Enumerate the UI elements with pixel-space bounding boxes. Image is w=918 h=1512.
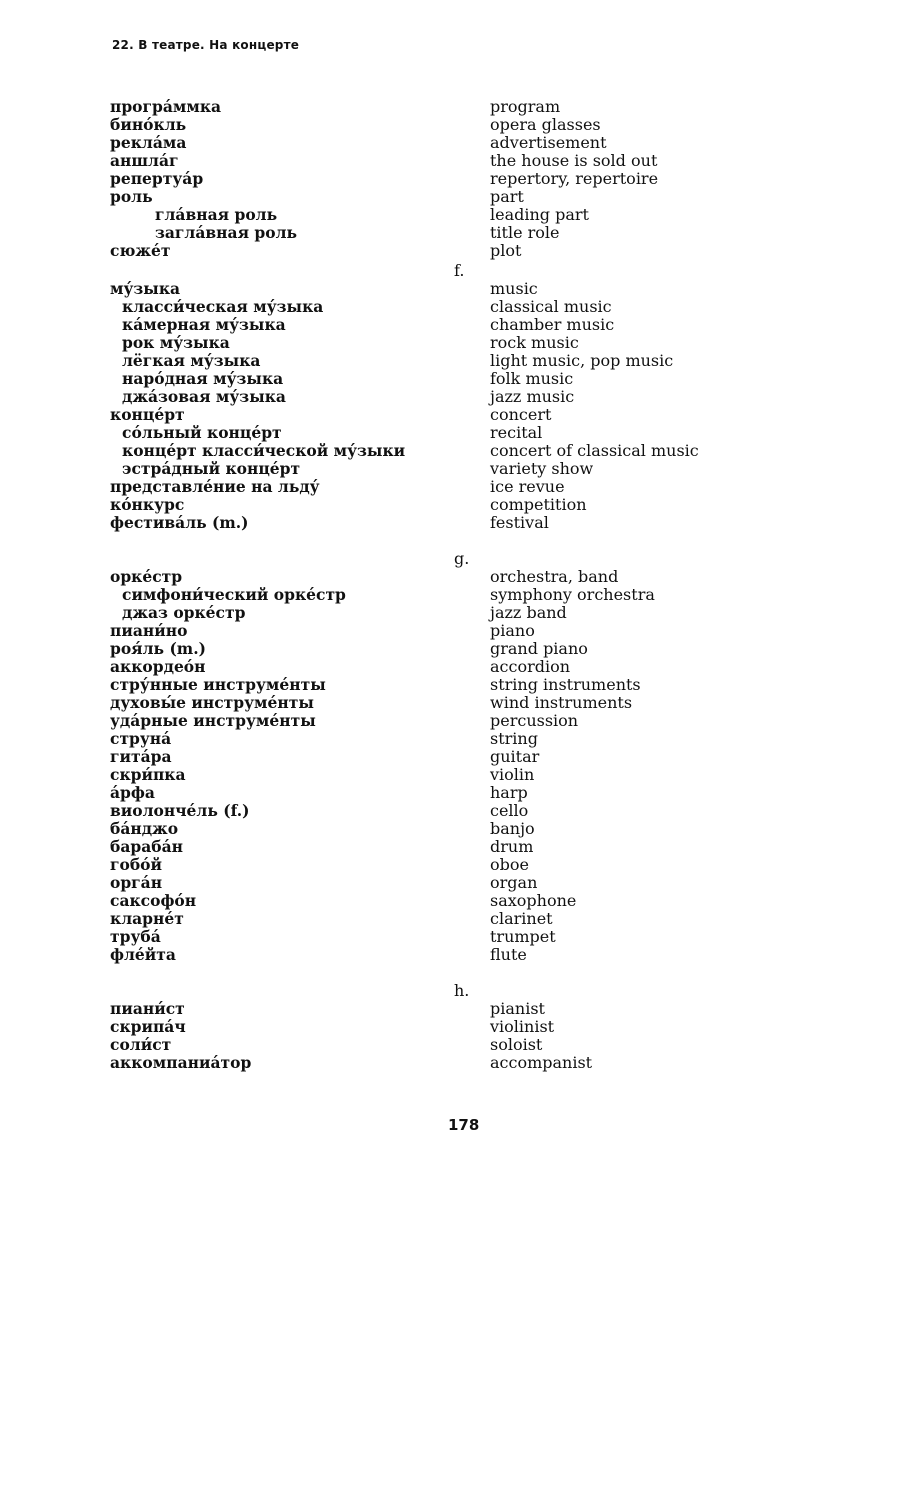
vocab-entry	[0, 748, 918, 766]
vocab-entry	[0, 568, 918, 586]
russian-term: конце́рт класси́ческой му́зыки	[122, 441, 406, 460]
vocab-entry	[0, 838, 918, 856]
russian-term: джаз орке́стр	[122, 603, 246, 622]
vocab-entry	[0, 224, 918, 242]
english-translation: advertisement	[490, 133, 607, 152]
russian-term: наро́дная му́зыка	[122, 369, 284, 388]
english-translation: title role	[490, 223, 560, 242]
vocab-entry	[0, 694, 918, 712]
vocab-entry	[0, 134, 918, 152]
english-translation: saxophone	[490, 891, 577, 910]
vocab-entry	[0, 1054, 918, 1072]
vocab-entry	[0, 586, 918, 604]
english-translation: string instruments	[490, 675, 641, 694]
vocab-entry	[0, 640, 918, 658]
russian-term: му́зыка	[110, 279, 181, 298]
english-translation: accordion	[490, 657, 571, 676]
english-translation: violinist	[490, 1017, 555, 1036]
english-translation: concert	[490, 405, 552, 424]
vocab-entry	[0, 622, 918, 640]
russian-term: а́рфа	[110, 783, 155, 802]
vocab-entry	[0, 170, 918, 188]
vocab-entry	[0, 206, 918, 224]
vocab-section	[0, 98, 918, 260]
english-translation: jazz band	[490, 603, 567, 622]
vocab-entry	[0, 604, 918, 622]
vocab-entry	[0, 442, 918, 460]
english-translation: harp	[490, 783, 528, 802]
english-translation: banjo	[490, 819, 535, 838]
english-translation: grand piano	[490, 639, 588, 658]
english-translation: rock music	[490, 333, 579, 352]
vocab-section	[0, 261, 918, 532]
english-translation: opera glasses	[490, 115, 601, 134]
vocab-entry	[0, 496, 918, 514]
russian-term: гла́вная роль	[155, 205, 278, 224]
english-translation: jazz music	[490, 387, 575, 406]
english-translation: soloist	[490, 1035, 543, 1054]
english-translation: part	[490, 187, 524, 206]
vocab-entry	[0, 334, 918, 352]
russian-term: роль	[110, 187, 153, 206]
vocab-entry	[0, 676, 918, 694]
english-translation: oboe	[490, 855, 529, 874]
russian-term: рок му́зыка	[122, 333, 230, 352]
english-translation: variety show	[490, 459, 594, 478]
russian-term: со́льный конце́рт	[122, 423, 282, 442]
english-translation: music	[490, 279, 538, 298]
vocab-entry	[0, 1036, 918, 1054]
english-translation: violin	[490, 765, 535, 784]
english-translation: percussion	[490, 711, 579, 730]
vocab-entry	[0, 478, 918, 496]
russian-term: програ́ммка	[110, 97, 222, 116]
russian-term: эстра́дный конце́рт	[122, 459, 301, 478]
russian-term: загла́вная роль	[155, 223, 298, 242]
english-translation: ice revue	[490, 477, 565, 496]
vocab-entry	[0, 406, 918, 424]
vocab-entry	[0, 784, 918, 802]
vocab-entry	[0, 388, 918, 406]
vocab-entry	[0, 298, 918, 316]
vocab-entry	[0, 766, 918, 784]
russian-term: представле́ние на льду́	[110, 477, 320, 496]
russian-term: лёгкая му́зыка	[122, 351, 261, 370]
vocab-entry	[0, 820, 918, 838]
russian-term: рекла́ма	[110, 133, 187, 152]
vocab-entry	[0, 98, 918, 116]
vocab-entry	[0, 152, 918, 170]
english-translation: light music, pop music	[490, 351, 674, 370]
russian-term: ба́нджо	[110, 819, 179, 838]
russian-term: пиани́но	[110, 621, 188, 640]
russian-term: труба́	[110, 927, 161, 946]
russian-term: уда́рные инструме́нты	[110, 711, 316, 730]
russian-term: репертуа́р	[110, 169, 204, 188]
english-translation: program	[490, 97, 561, 116]
russian-term: орга́н	[110, 873, 163, 892]
russian-term: фле́йта	[110, 945, 176, 964]
english-translation: leading part	[490, 205, 589, 224]
russian-term: аншла́г	[110, 151, 179, 170]
russian-term: джа́зовая му́зыка	[122, 387, 286, 406]
russian-term: соли́ст	[110, 1035, 172, 1054]
vocab-entry	[0, 316, 918, 334]
section-letter: f.	[454, 261, 465, 280]
vocab-entry	[0, 946, 918, 964]
english-translation: repertory, repertoire	[490, 169, 659, 188]
page-number: 178	[448, 1116, 480, 1134]
english-translation: drum	[490, 837, 534, 856]
vocab-entry	[0, 892, 918, 910]
english-translation: competition	[490, 495, 587, 514]
russian-term: бино́кль	[110, 115, 187, 134]
vocab-section	[0, 549, 918, 964]
russian-term: виолонче́ль (f.)	[110, 801, 250, 820]
section-letter: g.	[454, 549, 470, 568]
english-translation: accompanist	[490, 1053, 593, 1072]
russian-term: ка́мерная му́зыка	[122, 315, 286, 334]
vocab-entry	[0, 352, 918, 370]
vocab-entry	[0, 1000, 918, 1018]
english-translation: concert of classical music	[490, 441, 699, 460]
vocab-entry	[0, 928, 918, 946]
page-header: 22. В театре. На концерте	[112, 38, 300, 52]
vocab-entry	[0, 1018, 918, 1036]
vocab-entry	[0, 242, 918, 260]
english-translation: string	[490, 729, 538, 748]
russian-term: симфони́ческий орке́стр	[122, 585, 346, 604]
section-letter: h.	[454, 981, 470, 1000]
russian-term: струна́	[110, 729, 172, 748]
english-translation: plot	[490, 241, 522, 260]
russian-term: ко́нкурс	[110, 495, 185, 514]
vocab-entry	[0, 712, 918, 730]
english-translation: symphony orchestra	[490, 585, 655, 604]
english-translation: trumpet	[490, 927, 556, 946]
english-translation: pianist	[490, 999, 545, 1018]
russian-term: аккомпаниа́тор	[110, 1053, 252, 1072]
english-translation: organ	[490, 873, 538, 892]
russian-term: гита́ра	[110, 747, 172, 766]
vocab-entry	[0, 802, 918, 820]
russian-term: саксофо́н	[110, 891, 197, 910]
russian-term: гобо́й	[110, 855, 163, 874]
english-translation: classical music	[490, 297, 612, 316]
russian-term: сюже́т	[110, 241, 171, 260]
vocab-entry	[0, 280, 918, 298]
english-translation: wind instruments	[490, 693, 633, 712]
russian-term: скри́пка	[110, 765, 186, 784]
russian-term: орке́стр	[110, 567, 183, 586]
vocab-entry	[0, 370, 918, 388]
english-translation: chamber music	[490, 315, 615, 334]
vocab-entry	[0, 460, 918, 478]
vocab-entry	[0, 116, 918, 134]
english-translation: festival	[490, 513, 549, 532]
english-translation: piano	[490, 621, 535, 640]
english-translation: the house is sold out	[490, 151, 658, 170]
russian-term: духовы́е инструме́нты	[110, 693, 314, 712]
russian-term: класси́ческая му́зыка	[122, 297, 324, 316]
english-translation: cello	[490, 801, 529, 820]
vocab-entry	[0, 874, 918, 892]
vocab-entry	[0, 188, 918, 206]
russian-term: фестива́ль (m.)	[110, 513, 249, 532]
russian-term: кларне́т	[110, 909, 184, 928]
vocab-entry	[0, 730, 918, 748]
russian-term: скрипа́ч	[110, 1017, 186, 1036]
vocab-entry	[0, 856, 918, 874]
russian-term: стру́нные инструме́нты	[110, 675, 326, 694]
russian-term: конце́рт	[110, 405, 185, 424]
russian-term: аккордео́н	[110, 657, 206, 676]
english-translation: recital	[490, 423, 543, 442]
english-translation: clarinet	[490, 909, 553, 928]
russian-term: пиани́ст	[110, 999, 185, 1018]
vocab-entry	[0, 514, 918, 532]
english-translation: flute	[490, 945, 527, 964]
english-translation: folk music	[490, 369, 574, 388]
russian-term: роя́ль (m.)	[110, 639, 206, 658]
vocab-entry	[0, 910, 918, 928]
vocab-section	[0, 981, 918, 1072]
english-translation: guitar	[490, 747, 540, 766]
english-translation: orchestra, band	[490, 567, 619, 586]
russian-term: бараба́н	[110, 837, 183, 856]
vocab-entry	[0, 424, 918, 442]
vocab-entry	[0, 658, 918, 676]
